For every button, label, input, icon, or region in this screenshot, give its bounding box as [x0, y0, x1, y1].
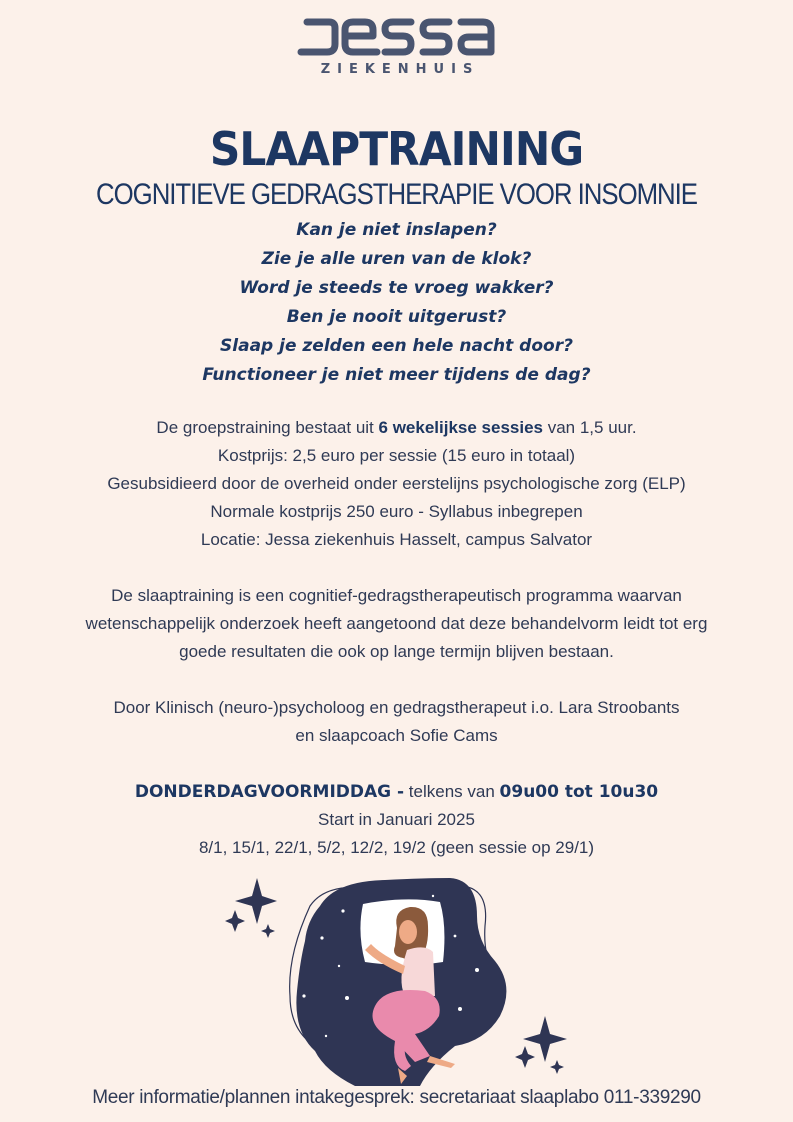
- credits: [0, 694, 793, 750]
- contact-footer: Meer informatie/plannen intakegesprek: secretariaat slaaplabo 011-339290: [92, 1087, 701, 1108]
- schedule-dates: 8/1, 15/1, 22/1, 5/2, 12/2, 19/2 (geen sessie op 29/1): [198, 838, 595, 857]
- question-item: Zie je alle uren van de klok?: [261, 249, 532, 269]
- question-item: Functioneer je niet meer tijdens de dag?: [202, 365, 591, 385]
- credits-line: Door Klinisch (neuro-)psycholoog en gedragstherapeut i.o. Lara Stroobants: [113, 698, 680, 717]
- description-line: wetenschappelijk onderzoek heeft aangetoond dat deze behandelvorm leidt tot erg: [85, 614, 708, 633]
- sparkle-icon: [515, 1016, 567, 1074]
- question-list: [0, 216, 793, 390]
- sessions-count: 6 wekelijkse sessies: [378, 418, 543, 437]
- training-info: [0, 414, 793, 554]
- price-line: Kostprijs: 2,5 euro per sessie (15 euro in totaal): [217, 446, 576, 465]
- sparkle-icon: [225, 878, 277, 938]
- jessa-wordmark-icon: [297, 16, 497, 58]
- schedule-time: 09u00 tot 10u30: [499, 782, 659, 802]
- subsidy-line: Gesubsidieerd door de overheid onder eerstelijns psychologische zorg (ELP): [107, 474, 686, 493]
- page-subtitle: COGNITIEVE GEDRAGSTHERAPIE VOOR INSOMNIE: [96, 178, 697, 211]
- sleeping-woman-illustration: [215, 866, 585, 1086]
- sessions-post: van 1,5 uur.: [543, 418, 637, 437]
- question-item: Kan je niet inslapen?: [296, 220, 497, 240]
- logo-subtitle: ZIEKENHUIS: [320, 62, 480, 77]
- description-line: De slaaptraining is een cognitief-gedragstherapeutisch programma waarvan: [111, 586, 682, 605]
- question-item: Ben je nooit uitgerust?: [286, 307, 507, 327]
- schedule-time-line: [0, 778, 793, 806]
- description-line: goede resultaten die ook op lange termijn blijven bestaan.: [179, 642, 614, 661]
- schedule-day: DONDERDAGVOORMIDDAG -: [134, 782, 405, 802]
- description: [0, 582, 793, 666]
- sessions-pre: De groepstraining bestaat uit: [156, 418, 379, 437]
- schedule: [0, 778, 793, 862]
- normal-price-line: Normale kostprijs 250 euro - Syllabus inbegrepen: [210, 502, 583, 521]
- jessa-logo: [0, 16, 793, 77]
- credits-line: en slaapcoach Sofie Cams: [295, 726, 498, 745]
- sessions-line: [0, 414, 793, 442]
- question-item: Slaap je zelden een hele nacht door?: [220, 336, 573, 356]
- location-line: Locatie: Jessa ziekenhuis Hasselt, campus Salvator: [200, 530, 593, 549]
- schedule-mid: telkens van: [404, 782, 500, 801]
- question-item: Word je steeds te vroeg wakker?: [239, 278, 554, 298]
- schedule-start: Start in Januari 2025: [318, 810, 475, 829]
- page-title: SLAAPTRAINING: [209, 122, 584, 176]
- sleeping-woman-icon: [215, 866, 585, 1086]
